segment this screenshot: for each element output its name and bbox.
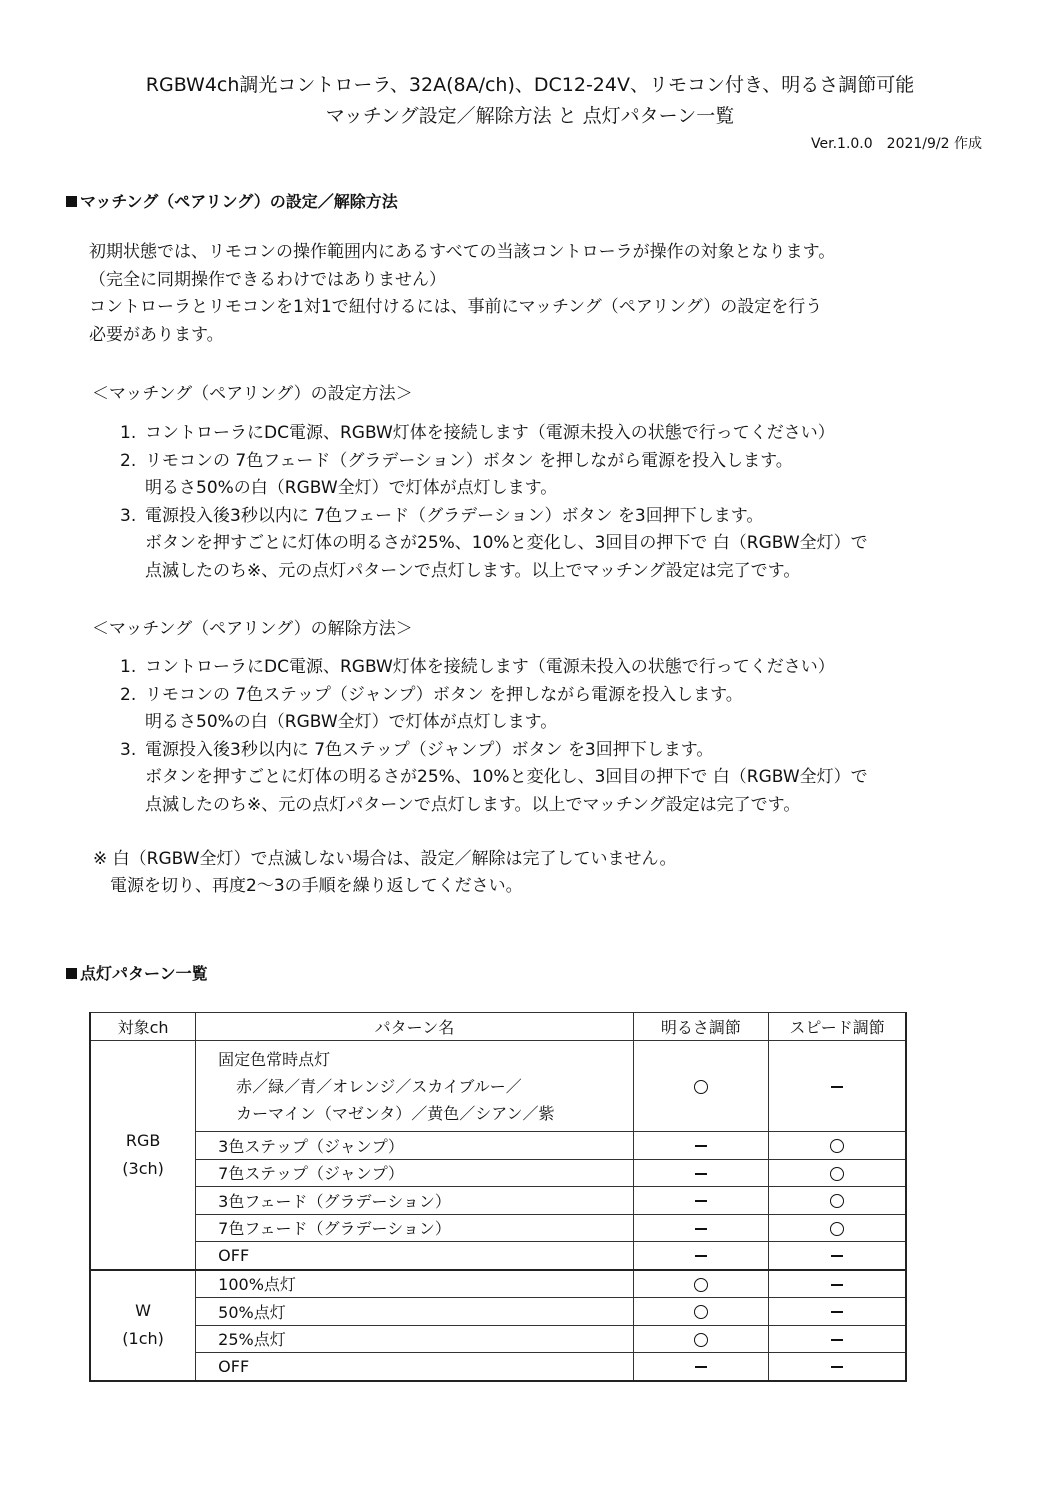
setup-step [120,448,868,503]
step-text: ボタンを押すごとに灯体の明るさが25%、10%と変化し、3回目の押下で 白（RGBW全灯）で [145,533,868,553]
target-channel-label: W [135,1301,151,1320]
speed-cell [769,1159,906,1187]
table-header-row [90,1013,906,1041]
pattern-name: 7色ステップ（ジャンプ） [196,1159,634,1187]
table-row [90,1214,906,1242]
step-number: 3. [120,739,137,760]
table-row [90,1242,906,1270]
table-row [90,1298,906,1326]
speed-cell [769,1270,906,1298]
brightness-cell [633,1041,768,1132]
square-bullet-icon [66,196,77,207]
speed-cell [769,1214,906,1242]
matching-section-heading [66,189,398,212]
intro-line: コントローラとリモコンを1対1で紐付けるには、事前にマッチング（ペアリング）の設定を行う [89,297,823,317]
speed-cell [769,1325,906,1353]
step-text: 点滅したのち※、元の点灯パターンで点灯します。以上でマッチング設定は完了です。 [145,560,801,581]
dash-mark-icon [695,1200,707,1202]
brightness-cell [633,1132,768,1160]
release-subheading: ＜マッチング（ペアリング）の解除方法＞ [92,619,413,639]
target-channel-label: RGB [125,1130,161,1150]
document-title: RGBW4ch調光コントローラ、32A(8A/ch)、DC12-24V、リモコン付き、明るさ調節可能 [145,74,915,96]
dash-mark-icon [831,1366,843,1368]
dash-mark-icon [695,1255,707,1257]
target-channel-cell [90,1041,196,1270]
patterns-section-heading [66,961,208,984]
step-text: 明るさ50%の白（RGBW全灯）で灯体が点灯します。 [145,478,558,498]
intro-line: （完全に同期操作できるわけではありません） [89,269,446,290]
release-step [120,737,868,820]
matching-intro [89,239,835,349]
brightness-cell [633,1353,768,1381]
column-header: 対象ch [90,1013,196,1041]
column-header: スピード調節 [769,1013,906,1041]
step-number: 1. [120,657,137,677]
brightness-cell [633,1270,768,1298]
brightness-cell [633,1298,768,1326]
brightness-cell [633,1325,768,1353]
note-line: ※ 白（RGBW全灯）で点滅しない場合は、設定／解除は完了していません。 [93,849,677,869]
pattern-name: OFF [196,1242,634,1270]
circle-mark-icon [694,1278,708,1292]
pattern-name: 25%点灯 [196,1325,634,1353]
table-row [90,1270,906,1298]
target-channel-count: (1ch) [122,1329,164,1348]
pattern-name: 3色ステップ（ジャンプ） [196,1132,634,1160]
table-row [90,1353,906,1381]
step-text: リモコンの 7色フェード（グラデーション）ボタン を押しながら電源を投入します。 [145,450,793,471]
dash-mark-icon [831,1086,843,1088]
step-number: 2. [120,684,137,705]
step-number: 1. [120,423,137,443]
setup-steps [120,420,868,585]
table-row [90,1159,906,1187]
speed-cell [769,1041,906,1132]
release-step [120,654,868,682]
dash-mark-icon [695,1366,707,1368]
speed-cell [769,1187,906,1215]
patterns-heading-text: 点灯パターン一覧 [80,964,208,983]
matching-heading-text: マッチング（ペアリング）の設定／解除方法 [80,192,398,211]
table-row [90,1325,906,1353]
step-text: コントローラにDC電源、RGBW灯体を接続します（電源未投入の状態で行ってください） [145,657,835,677]
pattern-name: OFF [196,1353,634,1381]
circle-mark-icon [694,1305,708,1319]
brightness-cell [633,1214,768,1242]
dash-mark-icon [831,1255,843,1257]
dash-mark-icon [831,1339,843,1341]
pattern-name-cell [196,1041,634,1132]
step-text: 電源投入後3秒以内に 7色フェード（グラデーション）ボタン を3回押下します。 [145,505,764,526]
pattern-name: 固定色常時点灯 [218,1049,331,1069]
step-text: コントローラにDC電源、RGBW灯体を接続します（電源未投入の状態で行ってください） [145,423,835,443]
target-channel-cell [90,1270,196,1381]
note-line: 電源を切り、再度2～3の手順を繰り返してください。 [93,876,523,896]
pattern-name: 50%点灯 [196,1298,634,1326]
pattern-name: 3色フェード（グラデーション） [196,1187,634,1215]
dash-mark-icon [695,1145,707,1147]
square-bullet-icon [66,968,77,979]
patterns-table [89,1012,907,1382]
table-row [90,1132,906,1160]
step-text: 明るさ50%の白（RGBW全灯）で灯体が点灯します。 [145,712,558,732]
document-subtitle: マッチング設定／解除方法 と 点灯パターン一覧 [325,105,735,127]
intro-line: 初期状態では、リモコンの操作範囲内にあるすべての当該コントローラが操作の対象となります。 [89,242,836,262]
pattern-color-list: 赤／緑／青／オレンジ／スカイブルー／ [236,1076,522,1096]
circle-mark-icon [830,1139,844,1153]
release-steps [120,654,868,819]
dash-mark-icon [831,1311,843,1313]
matching-note [93,846,677,900]
version-date: Ver.1.0.0 2021/9/2 作成 [811,136,982,152]
setup-step [120,420,868,448]
speed-cell [769,1353,906,1381]
dash-mark-icon [831,1284,843,1286]
intro-line: 必要があります。 [89,324,224,345]
pattern-color-list: カーマイン（マゼンタ）／黄色／シアン／紫 [236,1103,555,1123]
column-header: 明るさ調節 [633,1013,768,1041]
target-channel-count: (3ch) [122,1158,164,1178]
setup-subheading: ＜マッチング（ペアリング）の設定方法＞ [92,384,413,404]
brightness-cell [633,1187,768,1215]
brightness-cell [633,1159,768,1187]
step-text: ボタンを押すごとに灯体の明るさが25%、10%と変化し、3回目の押下で 白（RGBW全灯）で [145,767,868,787]
dash-mark-icon [695,1228,707,1230]
pattern-name: 7色フェード（グラデーション） [196,1214,634,1242]
step-number: 2. [120,450,137,471]
step-text: 電源投入後3秒以内に 7色ステップ（ジャンプ）ボタン を3回押下します。 [145,739,714,760]
circle-mark-icon [830,1167,844,1181]
release-step [120,682,868,737]
speed-cell [769,1298,906,1326]
circle-mark-icon [830,1194,844,1208]
circle-mark-icon [694,1333,708,1347]
step-text: リモコンの 7色ステップ（ジャンプ）ボタン を押しながら電源を投入します。 [145,684,743,705]
circle-mark-icon [694,1080,708,1094]
pattern-name: 100%点灯 [196,1270,634,1298]
step-text: 点滅したのち※、元の点灯パターンで点灯します。以上でマッチング設定は完了です。 [145,794,801,815]
step-number: 3. [120,505,137,526]
table-row [90,1187,906,1215]
circle-mark-icon [830,1222,844,1236]
brightness-cell [633,1242,768,1270]
setup-step [120,503,868,586]
speed-cell [769,1132,906,1160]
dash-mark-icon [695,1173,707,1175]
table-row [90,1041,906,1132]
speed-cell [769,1242,906,1270]
column-header: パターン名 [196,1013,634,1041]
